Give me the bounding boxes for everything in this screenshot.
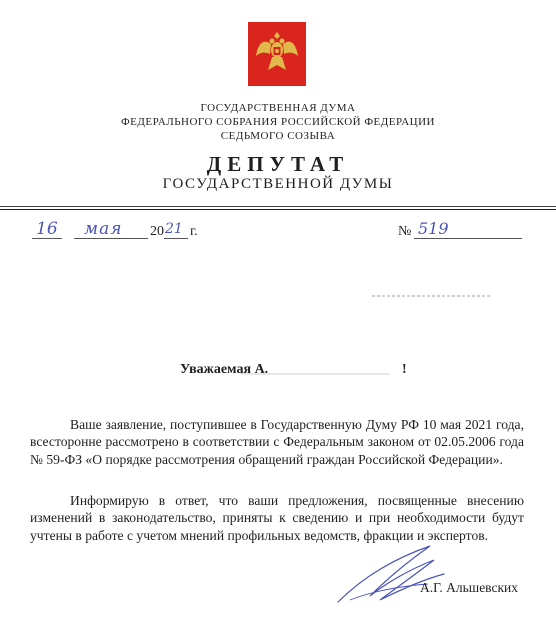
date-day: 16 [36,219,58,239]
faint-address-mark [372,292,492,298]
paragraph-2: Информирую в ответ, что ваши предложения, посвященные внесению изменений в законодательство, приняты к сведению и при необходимости будут учтены в работе с учетом мнений профильных ведомств, фракции и экспертов. [30,492,524,543]
signatory-name: А.Г. Альшевских [420,580,519,595]
number-underline [414,238,522,239]
coat-of-arms-icon [248,22,306,86]
salutation-end: ! [402,362,407,377]
header-line-3: СЕДЬМОГО СОЗЫВА [220,130,336,142]
header-line-2: ФЕДЕРАЛЬНОГО СОБРАНИЯ РОССИЙСКОЙ ФЕДЕРАЦИИ [120,116,435,128]
header-subtitle: ГОСУДАРСТВЕННОЙ ДУМЫ [162,176,394,192]
header-divider-bold [0,209,556,210]
header-line-1: ГОСУДАРСТВЕННАЯ ДУМА [200,102,356,114]
faint-redaction-mark [240,366,400,376]
date-year-underline [164,238,188,239]
salutation-text: Уважаемая А. [180,362,269,377]
header-title: ДЕПУТАТ [206,152,350,176]
date-year-prefix: 20 [150,224,164,239]
signature-icon [330,540,450,610]
date-year-unit: г. [190,224,198,239]
paragraph-1: Ваше заявление, поступившее в Государственную Думу РФ 10 мая 2021 года, всесторонне рассмотрено в соответствии с Федеральным законом от 02.05.2006 года № 59-ФЗ «О порядке рассмотрения обращений граждан Российской Федерации». [30,416,524,467]
date-day-underline [32,238,62,239]
date-month: мая [84,219,123,239]
header-divider [0,206,556,207]
date-year-suffix: 21 [165,221,183,237]
date-month-underline [74,238,148,239]
number-label: № [398,224,412,239]
document-number: 519 [418,219,449,238]
